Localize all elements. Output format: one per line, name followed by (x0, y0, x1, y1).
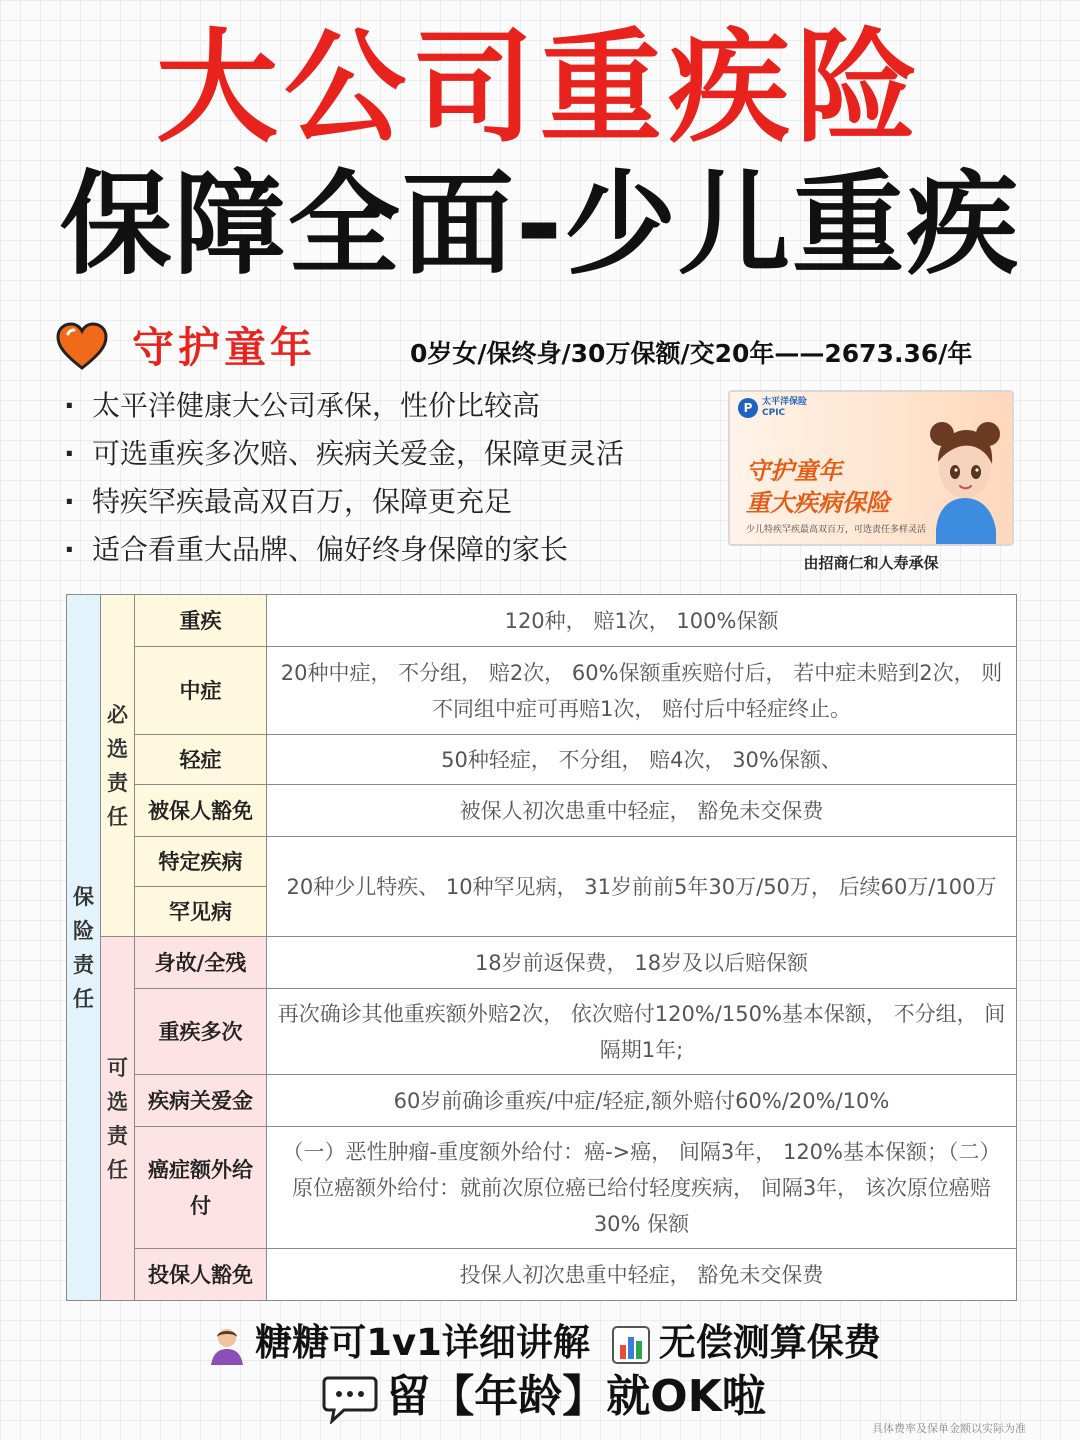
table-row (67, 937, 1017, 989)
row-name: 重疾多次 (135, 989, 267, 1075)
highlight-item: · 特疾罕疾最高双百万，保障更充足 (64, 478, 624, 526)
heart-icon (56, 322, 108, 372)
highlight-list (64, 382, 624, 574)
table-row (67, 647, 1017, 735)
row-name: 中症 (135, 647, 267, 735)
plan-info: 0岁女/保终身/30万保额/交20年——2673.36/年 (410, 339, 973, 368)
row-name: 罕见病 (135, 887, 267, 937)
table-row (67, 989, 1017, 1075)
table-row (67, 1249, 1017, 1301)
footer-cta: 留【年龄】就OK啦 (386, 1371, 766, 1422)
disclaimer-note: 具体费率及保单金额以实际为准 (872, 1422, 1026, 1435)
sub-headline: 保障全面-少儿重疾 (59, 160, 1021, 290)
table-row (67, 735, 1017, 785)
row-desc: 50种轻症， 不分组， 赔4次， 30%保额、 (267, 735, 1017, 785)
card-tagline: 少儿特疾罕疾最高双百万，可选责任多样灵活 (746, 525, 927, 535)
footer-text-b: 无偿测算保费 (658, 1321, 881, 1364)
row-name: 疾病关爱金 (135, 1075, 267, 1127)
product-name: 守护童年 (132, 323, 317, 372)
underwriter-caption: 由招商仁和人寿承保 (803, 554, 939, 572)
row-desc: 投保人初次患重中轻症， 豁免未交保费 (267, 1249, 1017, 1301)
coverage-table (66, 594, 1017, 1301)
row-name: 重疾 (135, 595, 267, 647)
row-desc: 120种， 赔1次， 100%保额 (267, 595, 1017, 647)
table-row (67, 1127, 1017, 1249)
table-row (67, 785, 1017, 837)
chart-icon (611, 1325, 651, 1365)
optional-group-cell: 可选责任 (101, 937, 135, 1301)
main-header-cell: 保险责任 (67, 595, 101, 1301)
row-name: 特定疾病 (135, 837, 267, 887)
footer-line1 (0, 1316, 1080, 1370)
table-row (67, 837, 1017, 887)
row-name: 轻症 (135, 735, 267, 785)
cpic-logo-icon: P (738, 398, 758, 418)
card-logo-text: 太平洋保险 CPIC (762, 397, 808, 418)
product-card (728, 390, 1014, 546)
row-desc: 被保人初次患重中轻症， 豁免未交保费 (267, 785, 1017, 837)
row-name: 身故/全残 (135, 937, 267, 989)
highlight-item: · 太平洋健康大公司承保，性价比较高 (64, 382, 624, 430)
row-desc: 20种少儿特疾、 10种罕见病， 31岁前前5年30万/50万， 后续60万/100万 (267, 837, 1017, 937)
girl-illustration-icon (916, 410, 1012, 544)
row-desc: 20种中症， 不分组， 赔2次， 60%保额重疾赔付后， 若中症未赔到2次， 则不同组中症可再赔1次， 赔付后中轻症终止。 (267, 647, 1017, 735)
highlight-item: · 适合看重大品牌、偏好终身保障的家长 (64, 526, 624, 574)
card-title-line1: 守护童年 (746, 457, 842, 485)
footer-text-a: 糖糖可1v1详细讲解 (255, 1321, 590, 1364)
row-desc: 60岁前确诊重疾/中症/轻症,额外赔付60%/20%/10% (267, 1075, 1017, 1127)
card-title-line2: 重大疾病保险 (746, 489, 890, 517)
row-name: 癌症额外给付 (135, 1127, 267, 1249)
speech-bubble-icon (322, 1374, 378, 1424)
footer-line2 (0, 1366, 1080, 1428)
person-icon (207, 1325, 247, 1365)
row-name: 被保人豁免 (135, 785, 267, 837)
table-row (67, 595, 1017, 647)
required-group-cell: 必选责任 (101, 595, 135, 937)
table-row (67, 1075, 1017, 1127)
main-title: 大公司重疾险 (156, 17, 924, 159)
row-name: 投保人豁免 (135, 1249, 267, 1301)
highlight-item: · 可选重疾多次赔、疾病关爱金，保障更灵活 (64, 430, 624, 478)
row-desc: 18岁前返保费， 18岁及以后赔保额 (267, 937, 1017, 989)
row-desc: 再次确诊其他重疾额外赔2次， 依次赔付120%/150%基本保额， 不分组， 间隔期1年; (267, 989, 1017, 1075)
row-desc: （一）恶性肿瘤-重度额外给付：癌->癌， 间隔3年， 120%基本保额；（二）原位癌额外给付：就前次原位癌已给付轻度疾病， 间隔3年， 该次原位癌赔30% 保额 (267, 1127, 1017, 1249)
